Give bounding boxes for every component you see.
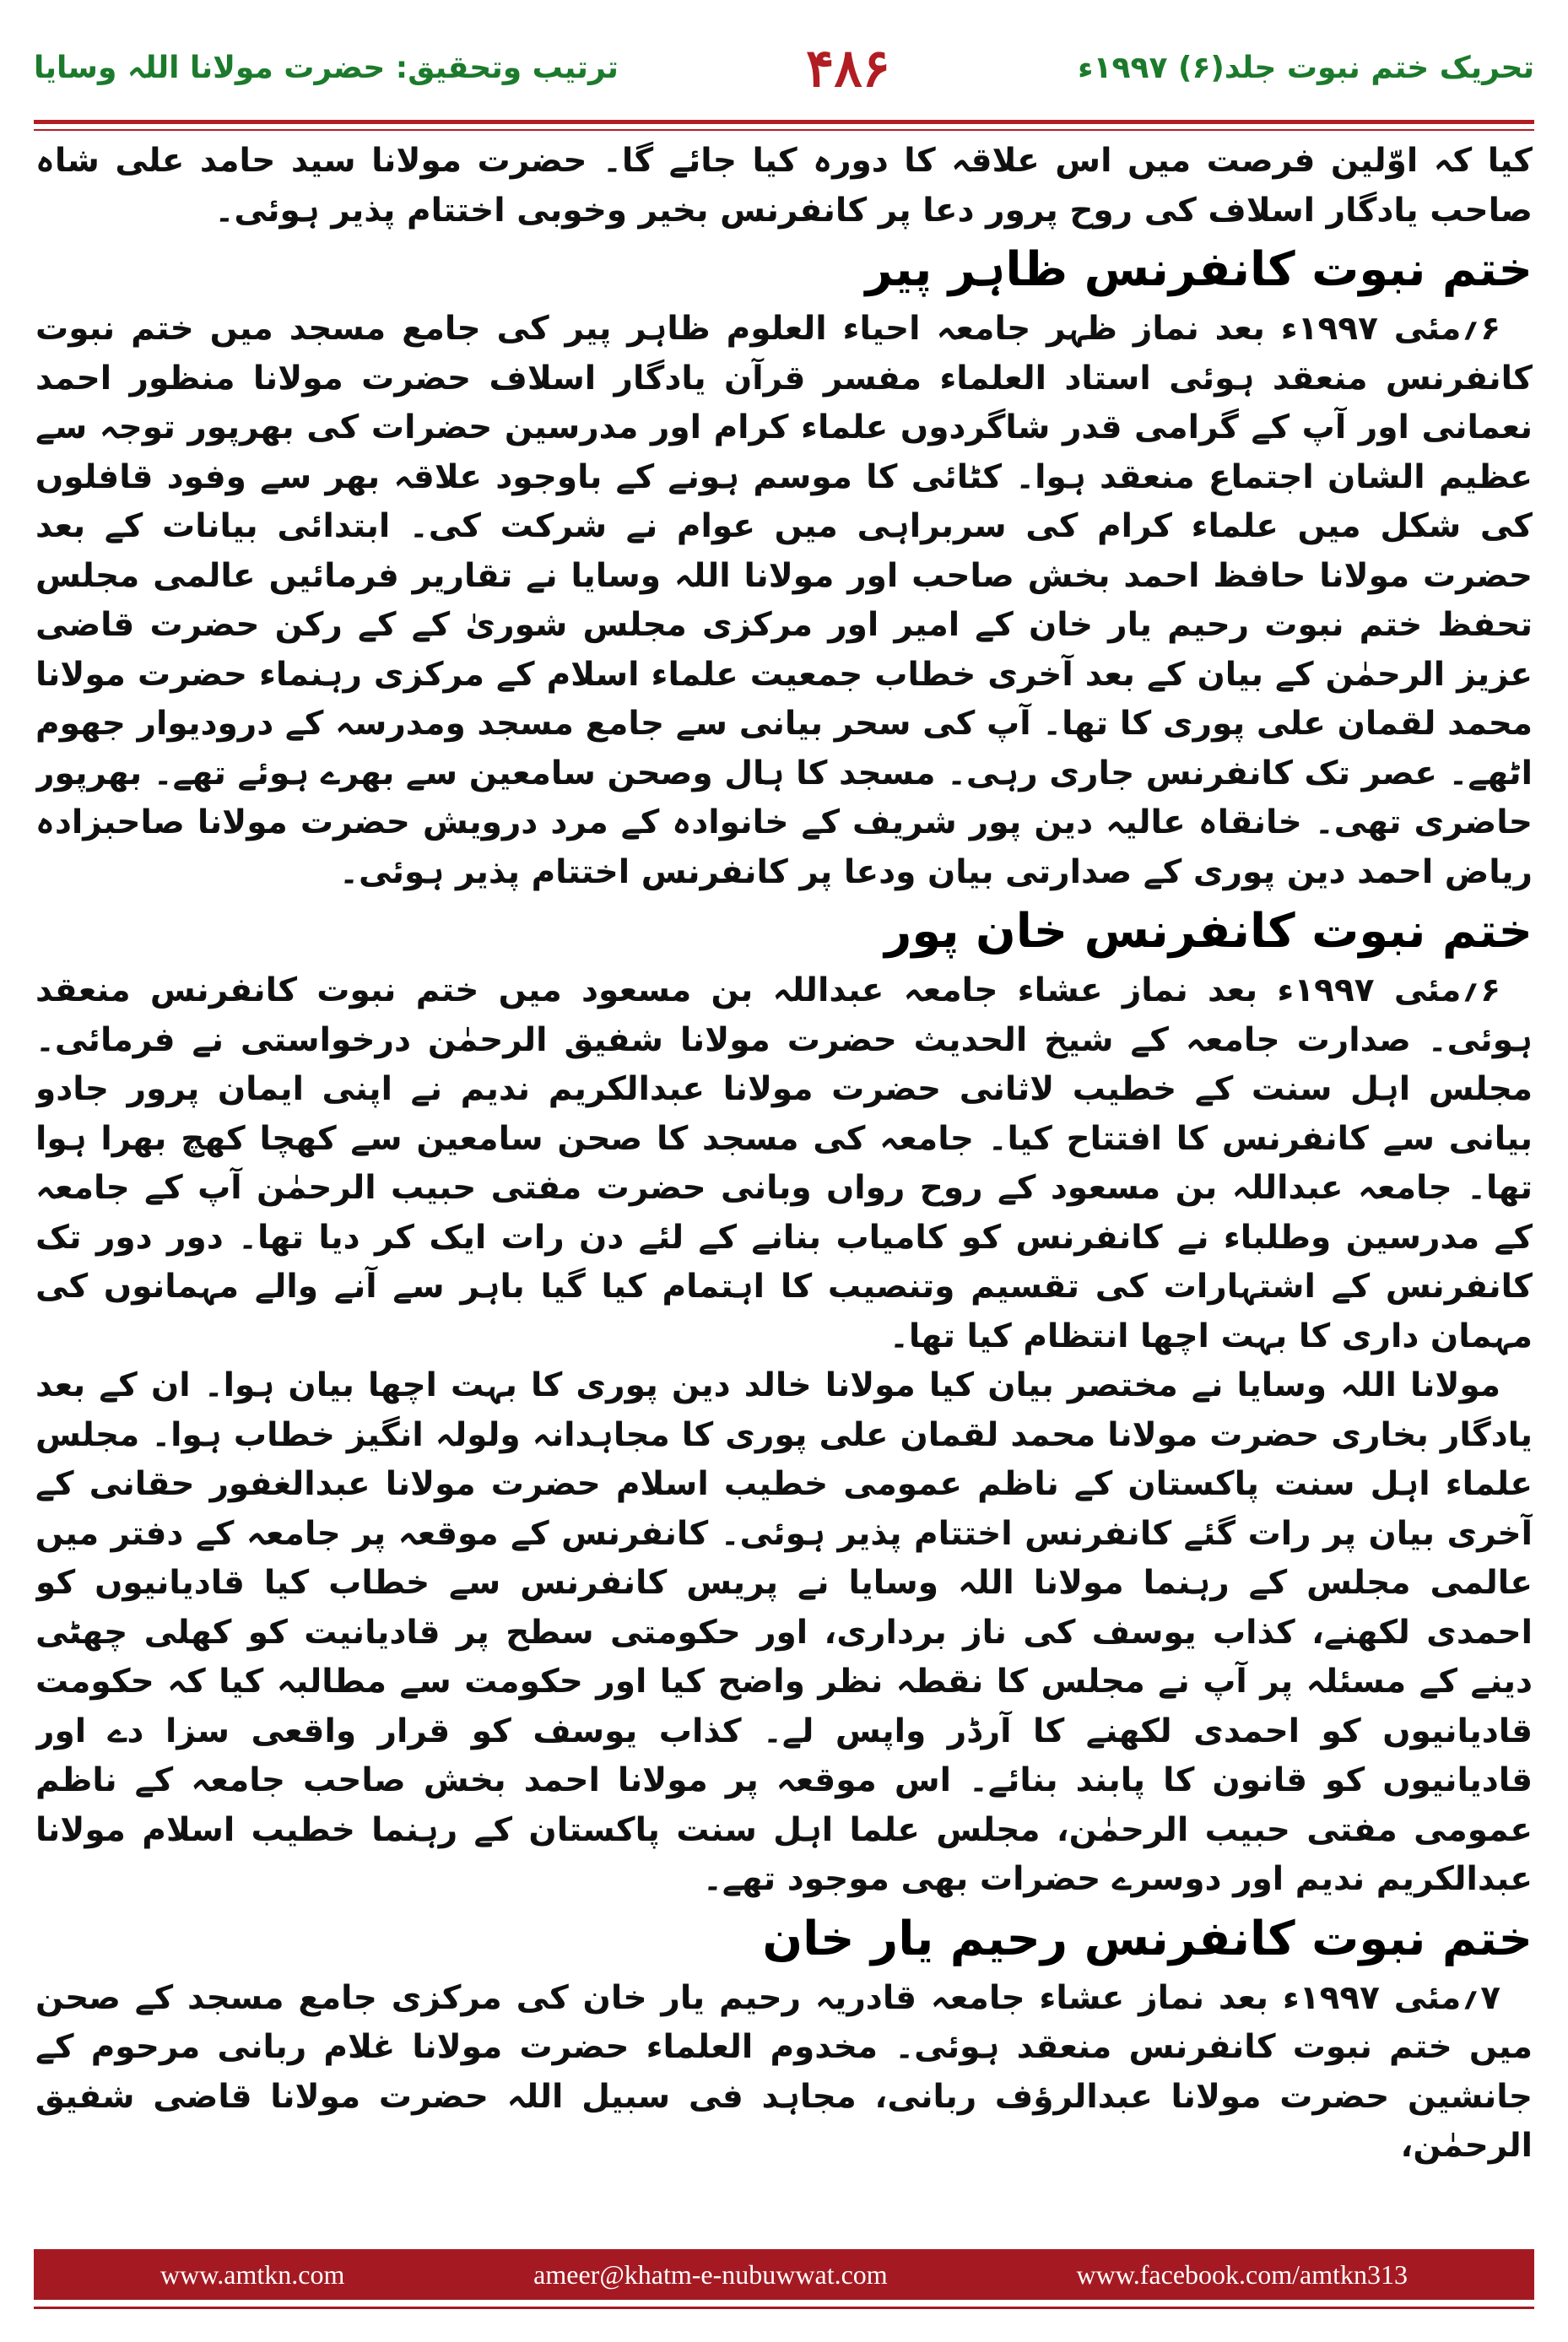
section-heading-khanpur: ختم نبوت کانفرنس خان پور	[884, 904, 1533, 959]
paragraph-rahim-yar-khan: ۷؍مئی ۱۹۹۷ء بعد نماز عشاء جامعہ قادریہ رحیم یار خان کی مرکزی جامع مسجد کے صحن میں ختم نبوت کانفرنس منعقد ہوئی۔ مخدوم العلماء حضرت مولانا غلام ربانی مرحوم کے جانشین حضرت مولانا عبدالرؤف ربانی، مجاہد فی سبیل اللہ حضرت مولانا قاضی شفیق الرحمٰن،	[35, 1978, 1533, 2165]
footer-facebook-link[interactable]: www.facebook.com/amtkn313	[1076, 2258, 1408, 2290]
paragraph-continuation: کیا کہ اوّلین فرصت میں اس علاقہ کا دورہ کیا جائے گا۔ حضرت مولانا سید حامد علی شاہ صاحب یادگار اسلاف کی روح پرور دعا پر کانفرنس بخیر وخوبی اختتام پذیر ہوئی۔	[35, 142, 1533, 230]
page-footer	[34, 2249, 1534, 2300]
section-heading-rahim-yar-khan: ختم نبوت کانفرنس رحیم یار خان	[762, 1911, 1533, 1966]
paragraph-khanpur-1: ۶؍مئی ۱۹۹۷ء بعد نماز عشاء جامعہ عبداللہ بن مسعود میں ختم نبوت کانفرنس منعقد ہوئی۔ صدارت جامعہ کے شیخ الحدیث حضرت مولانا شفیق الرحمٰن درخواستی نے فرمائی۔ مجلس اہل سنت کے خطیب لاثانی حضرت مولانا عبدالکریم ندیم نے اپنی ایمان پرور جادو بیانی سے کانفرنس کا افتتاح کیا۔ جامعہ کی مسجد کا صحن سامعین سے کھچا کھچ بھرا ہوا تھا۔ جامعہ عبداللہ بن مسعود کے روح رواں وبانی حضرت مفتی حبیب الرحمٰن آپ کے جامعہ کے مدرسین وطلباء نے کانفرنس کو کامیاب بنانے کے لئے دن رات ایک کر دیا تھا۔ دور دور تک کانفرنس کے اشتہارات کی تقسیم وتنصیب کا اہتمام کیا گیا باہر سے آنے والے مہمانوں کی مہمان داری کا بہت اچھا انتظام کیا تھا۔	[35, 971, 1533, 1355]
paragraph-khanpur-2: مولانا اللہ وسایا نے مختصر بیان کیا مولانا خالد دین پوری کا بہت اچھا بیان ہوا۔ ان کے بعد یادگار بخاری حضرت مولانا محمد لقمان علی پوری کا مجاہدانہ ولولہ انگیز خطاب ہوا۔ مجلس علماء اہل سنت پاکستان کے ناظم عمومی خطیب اسلام حضرت مولانا عبدالغفور حقانی کے آخری بیان پر رات گئے کانفرنس اختتام پذیر ہوئی۔ کانفرنس کے موقعہ پر جامعہ کے دفتر میں عالمی مجلس کے رہنما مولانا اللہ وسایا نے پریس کانفرنس سے خطاب کیا قادیانیوں کو احمدی لکھنے، کذاب یوسف کی ناز برداری، اور حکومتی سطح پر قادیانیت کو کھلی چھٹی دینے کے مسئلہ پر آپ نے مجلس کا نقطہ نظر واضح کیا اور حکومت سے مطالبہ کیا کہ حکومت قادیانیوں کو احمدی لکھنے کا آرڈر واپس لے۔ کذاب یوسف کو قرار واقعی سزا دے اور قادیانیوں کو قانون کا پابند بنائے۔ اس موقعہ پر مولانا احمد بخش صاحب جامعہ کے ناظم عمومی مفتی حبیب الرحمٰن، مجلس علما اہل سنت پاکستان کے رہنما خطیب اسلام مولانا عبدالکریم ندیم اور دوسرے حضرات بھی موجود تھے۔	[35, 1366, 1533, 1898]
section-heading-zahir-pir: ختم نبوت کانفرنس ظاہر پیر	[865, 242, 1533, 297]
page-header	[34, 17, 1534, 118]
header-rule-thin	[34, 129, 1534, 131]
page-body	[35, 137, 1533, 2217]
paragraph-zahir-pir: ۶؍مئی ۱۹۹۷ء بعد نماز ظہر جامعہ احیاء العلوم ظاہر پیر کی جامع مسجد میں ختم نبوت کانفرنس منعقد ہوئی استاد العلماء مفسر قرآن یادگار اسلاف حضرت مولانا منظور احمد نعمانی اور آپ کے گرامی قدر شاگردوں علماء کرام اور مدرسین حضرات کی بھرپور توجہ سے عظیم الشان اجتماع منعقد ہوا۔ کٹائی کا موسم ہونے کے باوجود علاقہ بھر سے وفود قافلوں کی شکل میں علماء کرام کی سربراہی میں عوام نے شرکت کی۔ ابتدائی بیانات کے بعد حضرت مولانا حافظ احمد بخش صاحب اور مولانا اللہ وسایا نے تقاریر فرمائیں عالمی مجلس تحفظ ختم نبوت رحیم یار خان کے امیر اور مرکزی مجلس شوریٰ کے کے رکن حضرت قاضی عزیز الرحمٰن کے بیان کے بعد آخری خطاب جمعیت علماء اسلام کے مرکزی رہنماء حضرت مولانا محمد لقمان علی پوری کا تھا۔ آپ کی سحر بیانی سے جامع مسجد ومدرسہ کے درودیوار جھوم اٹھے۔ عصر تک کانفرنس جاری رہی۔ مسجد کا ہال وصحن سامعین سے بھرے ہوئے تھے۔ بھرپور حاضری تھی۔ خانقاہ عالیہ دین پور شریف کے خانوادہ کے مرد درویش حضرت مولانا صاحبزادہ ریاض احمد دین پوری کے صدارتی بیان ودعا پر کانفرنس اختتام پذیر ہوئی۔	[35, 310, 1533, 891]
header-rule-thick	[34, 120, 1534, 124]
header-book-title: تحریک ختم نبوت جلد(۶) ۱۹۹۷ء	[1078, 50, 1534, 85]
header-compiler: ترتیب وتحقیق: حضرت مولانا اللہ وسایا	[34, 50, 619, 85]
footer-email-link[interactable]: ameer@khatm-e-nubuwwat.com	[533, 2258, 888, 2290]
footer-rule	[34, 2307, 1534, 2309]
footer-website-link[interactable]: www.amtkn.com	[160, 2258, 345, 2290]
page-number: ۴۸۶	[806, 36, 890, 99]
